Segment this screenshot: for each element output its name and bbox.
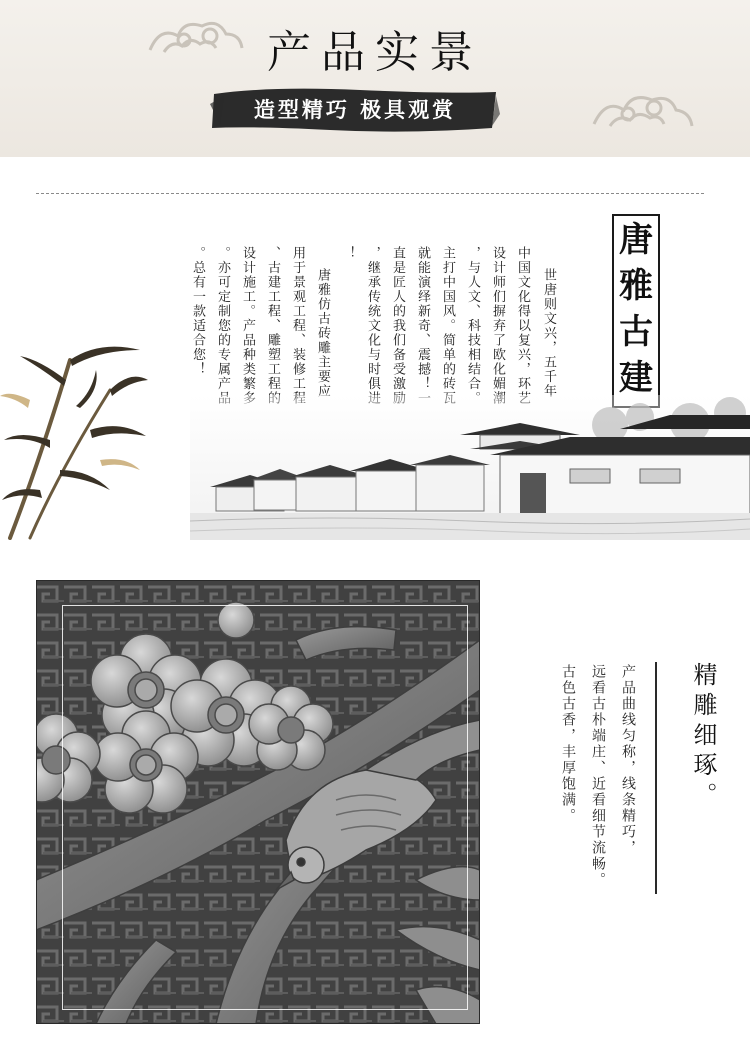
intro-column-12: 、古建工程、雕塑工程的 — [265, 246, 280, 406]
seal-char-4: 建 — [619, 358, 653, 398]
carving-illustration — [36, 580, 480, 1024]
intro-column-8: ，继承传统文化与时俱进 — [365, 246, 380, 406]
intro-column-3: 设计师们摒弃了欧化媚潮 — [490, 246, 505, 406]
intro-column-15: 。总有一款适合您！ — [190, 246, 205, 377]
seal-char-2: 雅 — [619, 266, 653, 306]
intro-column-11: 用于景观工程、装修工程 — [290, 246, 305, 406]
intro-column-13: 设计施工。产品种类繁多 — [240, 246, 255, 406]
brand-seal — [612, 214, 660, 408]
feature-column-3: 古色古香，丰厚饱满。 — [560, 664, 576, 824]
feature-column-2: 远看古朴端庄、近看细节流畅。 — [590, 664, 606, 888]
cloud-ornament-right — [588, 84, 698, 136]
header-banner — [0, 0, 750, 157]
village-illustration — [190, 395, 750, 540]
bamboo-painting — [0, 320, 150, 540]
intro-column-14: 。亦可定制您的专属产品 — [215, 246, 230, 406]
intro-column-9: ！ — [340, 246, 355, 261]
intro-column-6: 就能演绎新奇、震撼！一 — [415, 246, 430, 406]
page-title: 产品实景 — [267, 27, 483, 78]
section-divider — [36, 193, 704, 194]
intro-column-4: ，与人文、科技相结合。 — [465, 246, 480, 406]
feature-title: 精雕细琢。 — [689, 662, 717, 812]
brick-carving-photo — [36, 580, 480, 1024]
intro-column-1: 世唐则文兴，五千年 — [541, 268, 556, 399]
seal-char-3: 古 — [619, 312, 653, 352]
page-subtitle: 造型精巧 极具观赏 — [253, 98, 457, 122]
intro-column-2: 中国文化得以复兴，环艺 — [515, 246, 530, 406]
intro-column-10: 唐雅仿古砖雕主要应 — [315, 268, 330, 399]
feature-column-1: 产品曲线匀称，线条精巧， — [620, 664, 636, 856]
intro-column-5: 主打中国风。简单的砖瓦 — [440, 246, 455, 406]
seal-char-1: 唐 — [619, 220, 653, 260]
feature-divider — [655, 662, 657, 894]
intro-column-7: 直是匠人的我们备受激励 — [390, 246, 405, 406]
